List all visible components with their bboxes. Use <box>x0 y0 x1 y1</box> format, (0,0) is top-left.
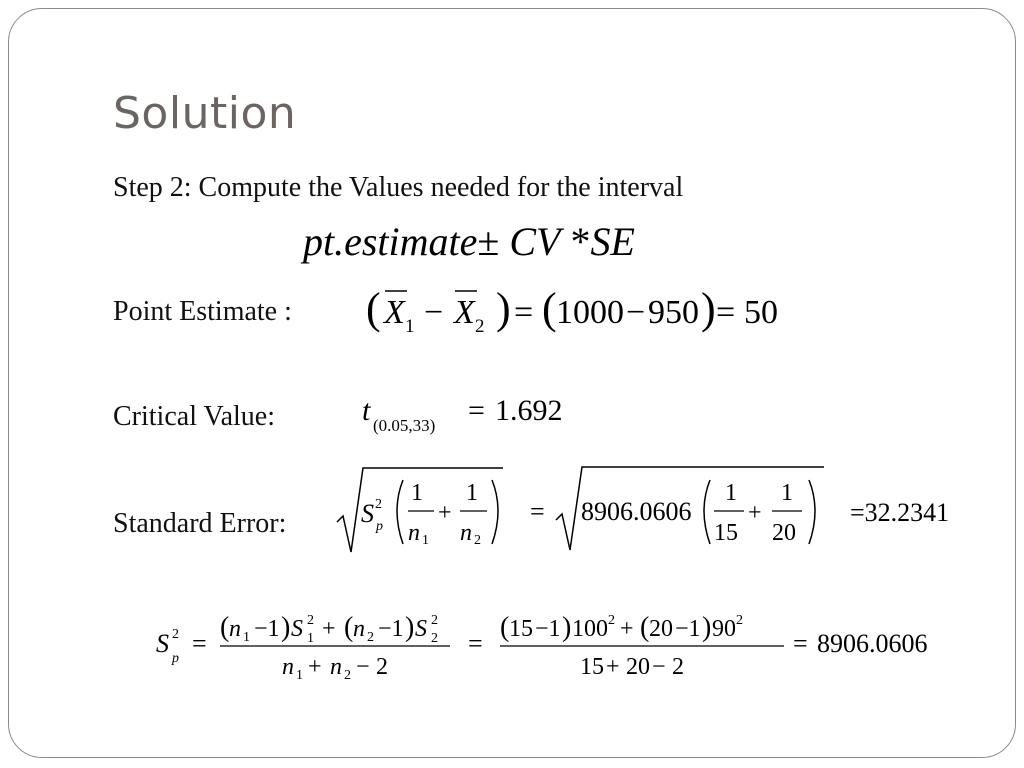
svg-text:1: 1 <box>296 668 303 683</box>
svg-text:2: 2 <box>375 497 382 512</box>
svg-text:n: n <box>460 520 472 546</box>
svg-text:n: n <box>353 616 365 642</box>
formula-plus-minus: ± <box>477 219 500 264</box>
cv-subscript: (0.05,33) <box>373 416 436 435</box>
svg-text:−: − <box>652 654 666 680</box>
se-result-value: 32.2341 <box>864 498 950 527</box>
svg-text:=: = <box>192 629 207 658</box>
pe-value-b: 950 <box>648 294 699 331</box>
pv-denominator-two: 2 <box>376 654 388 680</box>
pv-den-n1: 15 <box>580 654 604 680</box>
svg-text:2: 2 <box>431 631 438 646</box>
svg-text:X: X <box>454 294 475 331</box>
pe-value-a: 1000 <box>556 294 624 331</box>
svg-text:2: 2 <box>344 668 351 683</box>
pe-result: 50 <box>744 294 778 331</box>
svg-text:−: − <box>626 294 646 331</box>
point-estimate-equation <box>360 278 820 348</box>
se-numeric-sqrt <box>528 460 828 560</box>
svg-text:): ) <box>702 612 712 643</box>
svg-text:2: 2 <box>172 627 179 642</box>
svg-text:=: = <box>530 497 545 526</box>
svg-text:=: = <box>468 394 485 427</box>
svg-text:+: + <box>748 500 762 526</box>
svg-text:1: 1 <box>411 480 423 506</box>
svg-text:(: ( <box>344 612 354 643</box>
svg-text:(: ( <box>220 612 230 643</box>
svg-text:n: n <box>330 654 342 680</box>
svg-text:2: 2 <box>431 613 438 628</box>
pv-den-n2: 20 <box>626 654 650 680</box>
point-estimate-label: Point Estimate : <box>113 296 292 327</box>
svg-text:1: 1 <box>781 480 793 506</box>
svg-text:2: 2 <box>736 613 743 628</box>
svg-text:1: 1 <box>422 533 429 548</box>
svg-text:1: 1 <box>307 631 314 646</box>
svg-text:−: − <box>424 294 444 331</box>
svg-text:): ) <box>281 612 291 643</box>
svg-text:(: ( <box>542 284 557 333</box>
pv-den-two: 2 <box>672 654 684 680</box>
svg-text:−: − <box>356 654 370 680</box>
svg-text:t: t <box>362 394 371 427</box>
svg-text:2: 2 <box>608 613 615 628</box>
svg-text:+: + <box>620 616 634 642</box>
svg-text:(: ( <box>640 612 650 643</box>
svg-text:S: S <box>291 616 303 642</box>
pooled-variance-equation <box>150 600 950 685</box>
svg-text:1: 1 <box>725 480 737 506</box>
svg-text:−1: −1 <box>254 616 280 642</box>
svg-text:+: + <box>308 654 322 680</box>
svg-text:2: 2 <box>474 533 481 548</box>
svg-text:+: + <box>322 616 336 642</box>
step-text: Step 2: Compute the Values needed for the interval <box>113 172 684 203</box>
svg-text:+: + <box>438 500 452 526</box>
svg-text:S: S <box>156 629 169 658</box>
pv-s1sq: 100 <box>572 616 608 642</box>
pv-num-n1: 15 <box>509 616 533 642</box>
svg-text:=: = <box>716 294 736 331</box>
slide-title: Solution <box>113 88 297 139</box>
formula-pt-estimate: pt.estimate <box>303 219 478 264</box>
standard-error-label: Standard Error: <box>113 508 287 539</box>
se-sp2: 8906.0606 <box>581 497 692 526</box>
pv-s2sq: 90 <box>712 616 736 642</box>
se-n2: 20 <box>772 520 796 546</box>
svg-text:S: S <box>361 499 374 528</box>
svg-text:+: + <box>606 654 620 680</box>
se-result: =32.2341 <box>850 498 950 527</box>
svg-text:p: p <box>376 519 383 534</box>
svg-text:n: n <box>229 616 241 642</box>
svg-text:): ) <box>562 612 572 643</box>
svg-text:(: ( <box>500 612 510 643</box>
se-n1: 15 <box>714 520 738 546</box>
svg-text:p: p <box>172 651 179 666</box>
svg-text:=: = <box>468 629 483 658</box>
svg-text:n: n <box>282 654 294 680</box>
svg-text:): ) <box>405 612 415 643</box>
critical-value-label: Critical Value: <box>113 401 275 432</box>
svg-text:1: 1 <box>405 316 415 337</box>
svg-text:1: 1 <box>243 630 250 645</box>
formula-cv: CV <box>509 219 561 264</box>
pv-result: 8906.0606 <box>817 629 928 658</box>
svg-text:n: n <box>408 520 420 546</box>
se-formula-sqrt <box>335 460 505 560</box>
formula-se: SE <box>590 219 635 264</box>
svg-text:−1: −1 <box>675 616 701 642</box>
svg-text:1: 1 <box>466 480 478 506</box>
svg-text:−1: −1 <box>378 616 404 642</box>
svg-text:(: ( <box>366 284 381 333</box>
svg-text:=: = <box>514 294 534 331</box>
svg-text:=: = <box>793 629 808 658</box>
svg-text:S: S <box>415 616 427 642</box>
svg-text:−1: −1 <box>535 616 561 642</box>
svg-text:2: 2 <box>367 630 374 645</box>
critical-value-equation <box>360 388 620 440</box>
svg-text:X: X <box>384 294 405 331</box>
svg-text:): ) <box>496 284 511 333</box>
svg-text:2: 2 <box>307 613 314 628</box>
svg-text:2: 2 <box>475 316 485 337</box>
svg-text:): ) <box>701 284 716 333</box>
formula-star: * <box>570 219 591 264</box>
pv-num-n2: 20 <box>649 616 673 642</box>
interval-formula <box>303 218 635 265</box>
cv-value: 1.692 <box>495 394 563 427</box>
